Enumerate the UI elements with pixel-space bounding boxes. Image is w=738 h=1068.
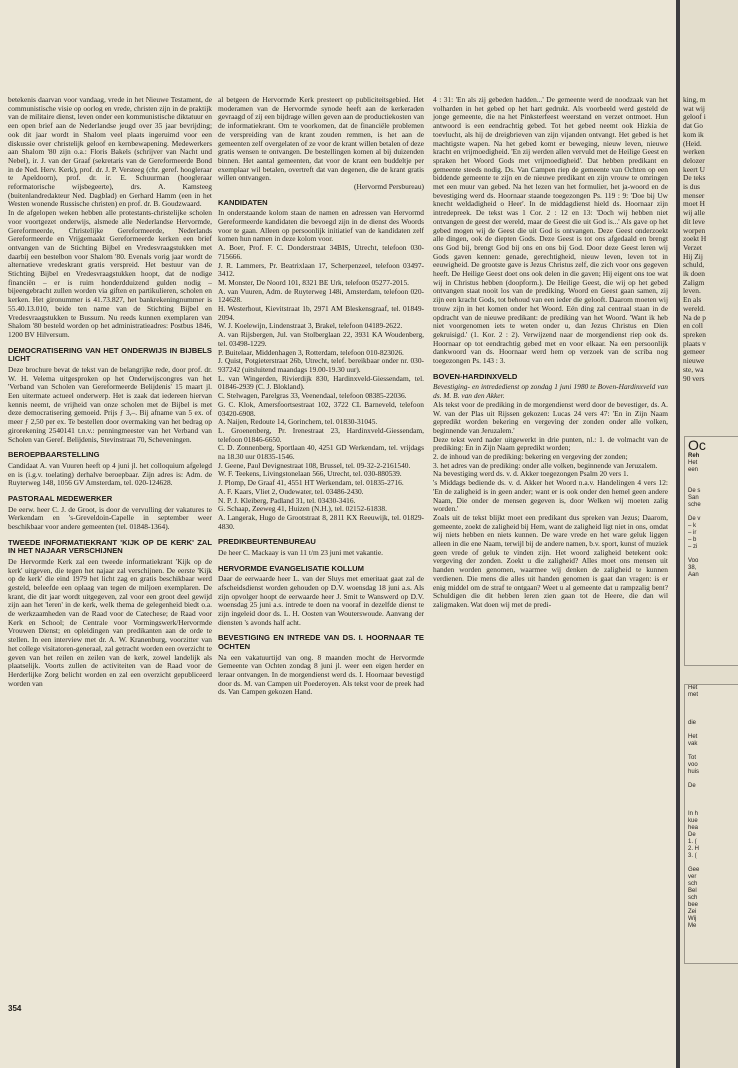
paragraph: Na bevestiging werd ds. v. d. Akker toegezongen Psalm 20 vers 1. <box>433 469 629 479</box>
next-page-line: dit leve <box>683 216 705 226</box>
next-page-line: delozer <box>683 155 705 165</box>
box-line <box>685 790 738 797</box>
box-line: – b <box>688 537 697 543</box>
box-line: Gee <box>688 867 700 873</box>
box-line: 38, <box>688 565 697 571</box>
next-page-line: zoekt H <box>683 234 707 244</box>
next-page-box-top <box>684 436 738 666</box>
next-page-line: geloof i <box>683 112 706 122</box>
box-line: huis <box>688 769 700 775</box>
box-line: De v <box>688 516 701 522</box>
box-line: met <box>688 692 699 698</box>
next-page-line: En als <box>683 295 702 305</box>
box-line <box>685 551 738 558</box>
section-heading: HERVORMDE EVANGELISATIE KOLLUM <box>218 563 364 573</box>
paragraph: 4 : 31: 'En als zij gebeden hadden...' De gemeente werd de noodzaak van het volharden in het gebed op het hart gedrukt. Als voorbeeld werd gesteld de jonge gemeente, die na het Pinksterfeest weerstand en verzet ontmoet. Hun antwoord is een eendrachtig gebed. Tot het gebed neemt ook Hizkia de toevlucht, als hij de dreigbrieven van zijn vijanden ontvangt. Het gebed is het machtigste wapen. Na het gebed komt er beweging, nieuw leven, nieuwe kracht en vrijmoedigheid. 'En zij werden allen vervuld met de Heilige Geest en spraken het Woord Gods met vrijmoedigheid'. Dat hebben predikant en gemeente steeds nodig. Ds. Van Campen riep de gemeente van Ochten op een biddende gemeente te zijn en de nieuwe predikant en zijn vrouw te omringen met een muur van gebed. Na het lezen van het formulier, het ja-woord en de bevestiging werd ds. Hoornaar staande toegezongen Ps. 119 : 9: 'Doe bij Uw knecht weldadigheid o Heer'. In de middagdienst hield ds. Hoornaar zijn intredepreek. De tekst was 1 Cor. 2 : 12 en 13: 'Doch wij hebben niet ontvangen de geest der wereld, maar de Geest die uit God is...' Als gave op het gebed mogen wij de Geest die uit God is ontvangen. Deze Geest onderzoekt alle dingen, ook de diepten Gods. Deze Geest is tot ons afgedaald en brengt ons God bij, brengt God bij ons en ons bij God. Door deze Geest leren wij Gods gaven kennen: genade, gerechtigheid, nieuw leven, leven tot in eeuwigheid. De grootste gave is Jezus Christus zelf, die zich voor ons gegeven heeft. De Heilige Geest doet ons ook delen in die gaven; Hij eigent ons toe wat wij in Christus hebben (doopform.). De Heilige Geest, die wij op het gebed ontvangen staat nooit los van de prediking. Woord en Geest gaan samen, zij zijn een kracht Gods, tot behoud van een ieder die gelooft. Daarom moeten wij trouw zijn in het komen onder het Woord. Eén ding zal centraal staan in de opdracht van de nieuwe predikant: de prediking van het Woord. 'Want ik heb niet voorgenomen iets te weten onder u, dan Jezus Christus en Dien gekruisigd.' (1. Kor. 2 : 2). Verwijzend naar de morgendienst riep ook ds. Hoornaar op tot eendrachtig gebed met en voor elkaar. Na een persoonlijk dankwoord van ds. Hoornaar werd hem op verzoek van de scriba nog toegezongen Ps. 143 : 3. <box>433 95 668 366</box>
next-page-line: en coll <box>683 321 703 331</box>
box-line <box>685 776 738 783</box>
paragraph: G. C. Klok, Amersfoortsestraat 102, 3722 CL Barneveld, telefoon 03420-6908. <box>218 399 424 418</box>
box-line <box>685 727 738 734</box>
box-line <box>685 699 738 706</box>
box-line: Het <box>688 685 698 691</box>
section-heading: BEROEPBAARSTELLING <box>8 450 100 460</box>
paragraph: Zoals uit de tekst blijkt moet een predikant dus spreken van Jezus; Daarom, gemeente, zoekt de zaligheid bij Hem, want de zaligheid ligt niet in ons, omdat wij niets hebben en niets kunnen. De ware vrede en het ware geluk liggen alleen in die ene Naam, terwijl bij de andere namen, b.v. sport, kunst of muziek geen vrede of geluk te vinden zijn. Het woord zaligheid betekent ook: vergeving der zonden. Zoekt u die zaligheid? Alles moet ons mensen uit handen worden genomen, waarmee wij denken de zaligheid te kunnen verdienen. Die mens die alles uit handen genomen is gaat dan vragen: is er enig middel om de straf te ontgaan? Weet u al gemeente dat u rampzalig bent? Schuldigen die dit hebben leren zien gaan tot de Heere, die dan wil zaligmaken. Wat doen wij met de predi- <box>433 512 668 609</box>
box-line: een <box>688 467 699 473</box>
paragraph: De eerw. heer C. J. de Groot, is door de vervulling der vakatures te Werkendam en 's-Greveldoin-Capelle in september weer beschikbaar voor andere gemeenten (tel. 01848-1364). <box>8 504 212 531</box>
next-page-line: nieuwe <box>683 356 705 366</box>
paragraph: C. Stelwagen, Parelgras 33, Veenendaal, telefoon 08385-22036. <box>218 391 407 401</box>
paragraph: P. Buitelaar, Middenhagen 3, Rotterdam, telefoon 010-823026. <box>218 347 404 357</box>
box-line: – ir <box>688 530 697 536</box>
box-line <box>685 481 738 488</box>
paragraph: In de afgelopen weken hebben alle protestants-christelijke scholen voor voortgezet onderwijs, alsmede alle Nederlandse Hervormde, Gereformeerde, Christelijke Gereformeerde, Nederlands Gereformeerde en Vrijgemaakt Gereformeerde kerken een brief ontvangen van de Stichting Bijbel en Vredesvraagstukken met daarbij een bestelbon voor Shalom '80. Evenals vorig jaar wordt de alternatieve vredeskrant gratis verspreid. Het bestuur van de Stichting Bijbel en Vredesvraagstukken hoopt, dat de nodige financiën – er is ruim honderdduizend gulden nodig – bijeengebracht zullen worden via giften en partikulieren, scholen en kerken. Het gironummer is 41.73.827, het bankrekeningnummer is 55.40.13.010, beide ten name van de Stichting Bijbel en Vredesvraagstukken te Bussum. Nu reeds kunnen exemplaren van Shalom '80 besteld worden op het administratieadres: Postbus 1846, 1200 BV Hilversum. <box>8 208 212 339</box>
box-line: De <box>688 832 696 838</box>
paragraph: M. Monster, De Noord 101, 8321 BE Urk, telefoon 05277-2015. <box>218 277 410 287</box>
next-page-line: menser <box>683 190 705 200</box>
paragraph: al betgeen de Hervormde Kerk presteert op publiciteitsgebied. Het moderamen van de Hervormde synode heeft aan de kerkeraden gevraagd of zij een bijdrage willen geven aan de productiekosten van de informatiekrant. Om te voorkomen, dat de financiële problemen de verspreiding van de krant zouden remmen, is het aan de gemeenten zelf overgelaten of ze voor de krant willen betalen of deze gratis wensen te ontvangen. De bestellingen komen al bij duizenden binnen. Het aantal gemeenten, dat voor de krant een buddeltje per exemplaar wil betalen, overtreft dat van degenen, die de krant gratis willen ontvangen. <box>218 95 424 183</box>
section-heading: PREDIKBEURTENBUREAU <box>218 537 316 547</box>
byline: (Hervormd Persbureau) <box>354 182 424 192</box>
next-page-line: ik doen <box>683 269 705 279</box>
box-line: – k <box>688 523 697 529</box>
paragraph: W. J. Koelewijn, Lindenstraat 3, Brakel, telefoon 04189-2622. <box>218 321 403 331</box>
box-line: hea <box>688 825 699 831</box>
next-page-line: moet H <box>683 199 705 209</box>
box-title: Oc <box>688 437 706 453</box>
article-intro: Bevestiging- en intrededienst op zondag 1 juni 1980 te Boven-Hardinxveld van ds. M. B. van den Akker. <box>433 382 668 401</box>
next-page-line: keert U <box>683 164 705 174</box>
box-line: In h <box>688 811 699 817</box>
box-line: Het <box>688 460 698 466</box>
box-line: Aan <box>688 572 699 578</box>
paragraph: 2. de inhoud van de prediking: bekering en vergeving der zonden; <box>433 452 628 462</box>
next-page-line: schuld, <box>683 260 705 270</box>
next-page-box-bottom <box>684 684 738 964</box>
column-middle <box>218 96 424 697</box>
paragraph: J. R. Lammers, Pr. Beatrixlaan 17, Scherpenzeel, telefoon 03497-3412. <box>218 260 424 279</box>
box-line: die <box>688 720 697 726</box>
box-line <box>685 509 738 516</box>
box-line: kue <box>688 818 698 824</box>
section-heading: TWEEDE INFORMATIEKRANT 'KIJK OP DE KERK' ZAL IN HET NAJAAR VERSCHIJNEN <box>8 537 212 556</box>
paragraph: H. Westerhout, Kievitstraat 1b, 2971 AM Bleskensgraaf, tel. 01849-2094. <box>218 304 424 322</box>
column-right <box>433 96 668 610</box>
paragraph: L. van Wingerden, Rivierdijk 830, Hardinxveld-Giessendam, tel. 01846-2939 (C. J. Blokland). <box>218 373 424 392</box>
paragraph: A. Boer, Prof. F. C. Donderstraat 34BIS, Utrecht, telefoon 030-715666. <box>218 243 424 261</box>
next-page-line: leven. <box>683 286 701 296</box>
box-line: sch <box>688 881 698 887</box>
next-page-line: wereld. <box>683 303 705 313</box>
box-line <box>685 474 738 481</box>
paragraph: De heer C. Mackaay is van 11 t/m 23 juni met vakantie. <box>218 547 383 557</box>
paragraph: A. van Rijsbergen, Jul. van Stolberglaan 22, 3931 KA Woudenberg, tel. 03498-1229. <box>218 330 424 348</box>
paragraph: A. F. Kaars, Vliet 2, Oudewater, tel. 03486-2430. <box>218 486 364 496</box>
paragraph: C. D. Zonnenberg, Sportlaan 40, 4251 GD Werkendam, tel. vrijdags na 18.30 uur 01835-1546. <box>218 443 424 462</box>
box-line: 3. ( <box>688 853 697 859</box>
next-page-line: Verzet <box>683 242 702 252</box>
section-heading: KANDIDATEN <box>218 197 268 207</box>
paragraph: A. van Vuuren, Adm. de Ruyterweg 148i, Amsterdam, telefoon 020-124628. <box>218 286 424 305</box>
paragraph: Candidaat A. van Vuuren heeft op 4 juni jl. het colloquium afgelegd en is (i.g.v. toelating) derhalve beroepbaar. Zijn adres is: Adm. de Ruyterweg 148, 1056 GV Amsterdam, tel. 020-124628. <box>8 460 212 488</box>
paragraph: J. Geene, Paul Devignestraat 108, Brussel, tel. 09-32-2-2161540. <box>218 460 411 470</box>
next-page-line: 90 vers <box>683 373 705 383</box>
paragraph: betekenis daarvan voor vandaag, vrede in het Nieuwe Testament, de communistische visie op oorlog en vrede, christen zijn in de praktijk van de militaire dienst, leven onder een kommunistische diktatuur en een open brief aan de Nederlandse jeugd over 35 jaar bevrijding; ook dit jaar wordt in Shalom veel plaats ingeruimd voor een diskussie over christelijk geloof en kernbewapening. Medewerkers aan Shalom '80 zijn o.a.: Floris Bakels (schrijver van Nacht und Nebel), ir. J. van der Graaf (sekretaris van de Gereformeerde Bond in de Ned. Herv. Kerk), prof. dr. J. P. Versteeg (chr. geref. hoogleraar te Apeldoorn), prof. dr. ir. E. Schuurman (hoogleraar reformatorische wijsbegeerte), drs. A. Kamsteeg (buitenlandredakteur Ned. Dagblad) en Gerhard Hamm (een in het Westen wonende Russische christen) en prof. dr. B. Goudzwaard. <box>8 95 213 209</box>
paragraph: A. Langerak, Hugo de Grootstraat 8, 2811 KX Reeuwijk, tel. 01829-4830. <box>218 512 424 531</box>
box-line: Tot <box>688 755 697 761</box>
paragraph: In onderstaande kolom staan de namen en adressen van Hervormd Gereformeerde kandidaten die bevoegd zijn in de dienst des Woords voor te gaan. Alleen op persoonlijk initiatief van de kandidaten zelf komen hun namen in deze kolom voor. <box>218 208 424 244</box>
box-line: bee <box>688 902 699 908</box>
box-line: sch <box>688 895 698 901</box>
page-number: 354 <box>8 1004 22 1013</box>
next-page-line: De teks <box>683 173 706 183</box>
next-page-line: is dus <box>683 182 701 192</box>
next-page-line: wij alle <box>683 208 705 218</box>
next-page-line: Na de p <box>683 312 706 322</box>
box-line: Wij <box>688 916 697 922</box>
next-page-line: Zaligm <box>683 277 705 287</box>
next-page-line: gemeer <box>683 347 705 357</box>
paragraph: G. Schaap, Zeeweg 41, Huizen (N.H.), tel. 02152-61838. <box>218 504 387 514</box>
box-line <box>685 860 738 867</box>
box-line: sche <box>688 502 701 508</box>
section-heading: DEMOCRATISERING VAN HET ONDERWIJS IN BIJBELS LICHT <box>8 345 212 364</box>
next-page-edge <box>680 0 738 1068</box>
box-line <box>685 713 738 720</box>
box-line: – zi <box>688 544 698 550</box>
box-line: San <box>688 495 699 501</box>
column-left <box>8 96 212 688</box>
next-page-line: king, m <box>683 95 706 104</box>
next-page-line: worpen <box>683 225 706 235</box>
next-page-line: plaats v <box>683 338 706 348</box>
next-page-line: spreken <box>683 329 706 339</box>
paragraph: W. F. Teekens, Livingstonelaan 566, Utrecht, tel. 030-880539. <box>218 469 402 479</box>
next-page-line: Hij Zij <box>683 251 703 261</box>
section-heading: BOVEN-HARDINXVELD <box>433 371 518 381</box>
box-line <box>685 748 738 755</box>
paragraph: N. P. J. Kleiberg, Padland 31, tel. 03430-3416. <box>218 495 356 505</box>
paragraph: A. Naijen, Redoute 14, Gorinchem, tel. 01830-31045. <box>218 417 378 427</box>
next-page-line: (Heid. <box>683 138 702 148</box>
next-page-line: ste, wa <box>683 364 704 374</box>
box-line: voo <box>688 762 698 768</box>
paragraph: Daar de eerwaarde heer L. van der Sluys met emeritaat gaat zal de afscheidsdienst worden gehouden op D.V. woensdag 18 juni a.s. Als zijn opvolger hoopt de eerwaarde heer J. Smit te Wanswerd op D.V. woensdag 25 juni a.s. intrede te doen na vooraf in dezelfde dienst te zijn ingeleid door ds. L. H. Oosten van Wouterswoude. Aanvang der diensten 's avonds half acht. <box>218 574 424 627</box>
next-page-line: dat Go <box>683 121 703 131</box>
paragraph: Na een vakatuurtijd van ong. 8 maanden mocht de Hervormde Gemeente van Ochten zondag 8 juni jl. weer een eigen herder en leraar ontvangen. In de morgendienst werd ds. I. Hoornaar bevestigd door ds. M. van Campen uit Poederoyen. Als tekst voor de preek had ds. Van Campen gekozen Hand. <box>218 652 424 697</box>
next-page-line: wat wij <box>683 103 705 113</box>
section-heading: PASTORAAL MEDEWERKER <box>8 493 113 503</box>
box-line: ver <box>688 874 697 880</box>
box-line <box>685 797 738 804</box>
box-line <box>685 706 738 713</box>
paragraph: De Hervormde Kerk zal een tweede informatiekrant 'Kijk op de kerk' uitgeven, die tegen het najaar zal verschijnen. De eerste 'Kijk op de kerk' die eind 1979 het licht zag en gratis beschikbaar werd gesteld, beleefde een oplaag van tegen de miljoen exemplaren. De krant, die dit jaar wordt uitgegeven, zal voor een groot deel gewijd zijn aan het 'leren' in de kerk, welk thema de gelegenheid biedt o.a. de werkzaamheden van de Raad voor de Catechese; de Raad voor Kerk en School; de Centrale voor Vormingswerk/Hervormde Vrouwen Dienst; en opleidingen van predikanten aan de orde te stellen. In een interview met dr. A. W. Kranenburg, voorzitter van het college visitatoren-generaal, zal getracht worden een overzicht te geven van het reilen en zeilen van de kerk, zowel landelijk als plaatselijk. Voorts zullen de activiteiten van de Raad voor de Herderlijke Zorg belicht worden en zal een overzicht gepubliceerd worden van <box>8 556 212 688</box>
paragraph: Deze tekst werd nader uitgewerkt in drie punten, nl.: 1. de volmacht van de prediking: En in Zijn Naam gepredikt worden; <box>433 434 668 453</box>
next-page-line: kom ik <box>683 129 704 139</box>
next-page-text <box>683 96 738 383</box>
box-line: Het <box>688 734 698 740</box>
paragraph: Als tekst voor de prediking in de morgendienst werd door de bevestiger, ds. A. W. van der Plas uit Rijssen gekozen: Lucas 24 vers 47: 'En in Zijn Naam gepredikt worden bekering en vergeving der zonden onder alle volken, beginnende van Jeruzalem.' <box>433 399 668 435</box>
box-line: Zei <box>688 909 697 915</box>
paragraph: 's Middags bediende ds. v. d. Akker het Woord n.a.v. Handelingen 4 vers 12: 'En de zaligheid is in geen ander; want er is ook onder den hemel geen andere Naam, Die onder de mensen gegeven is, door Welken wij moeten zalig worden.' <box>433 478 668 514</box>
paragraph: Deze brochure bevat de tekst van de belangrijke rede, door prof. dr. W. H. Velema uitgesproken op het Onderwijscongres van het 'Verband van Scholen van Gereformeerde Belijdenis' 15 maart jl. Een uitermate actueel onderwerp. Het is zaak dat iedereen hiervan kennis neemt, de vrijheid van onze scholen met de Bijbel is met deze democratisering gemoeid. Prijs ƒ 3,–. Bij afname van 5 ex. of meer ƒ 2,50 per ex. Te bestellen door overmaking van het bedrag op girorekening 2540141 t.n.v.: penningmeester van het Verband van Scholen van Geref. Belijdenis, Stevinstraat 70, Scheveningen. <box>8 364 212 444</box>
box-line: vak <box>688 741 698 747</box>
box-subtitle: Reh <box>688 453 700 459</box>
box-line: De <box>688 783 696 789</box>
paragraph: J. Plomp, De Graaf 41, 4551 HT Werkendam, tel. 01835-2716. <box>218 478 404 488</box>
box-line: Me <box>688 923 697 929</box>
paragraph: J. Quist, Potgieterstraat 26b, Utrecht, telef. bereikbaar onder nr. 030-937242 (uitsluitend maandags 19.00-19.30 uur). <box>218 356 424 374</box>
box-line: De s <box>688 488 701 494</box>
box-line <box>685 804 738 811</box>
box-line: 1. ( <box>688 839 697 845</box>
paragraph: L. Groenenberg, Pr. Irenestraat 23, Hardinxveld-Giessendam, telefoon 01846-6650. <box>218 425 424 444</box>
next-page-line: werken <box>683 147 705 157</box>
paragraph: 3. het adres van de prediking: onder alle volken, beginnende van Jeruzalem. <box>433 460 658 470</box>
box-line: Voo <box>688 558 699 564</box>
box-line: 2. H <box>688 846 700 852</box>
box-line: Bel <box>688 888 697 894</box>
section-heading: BEVESTIGING EN INTREDE VAN DS. I. HOORNAAR TE OCHTEN <box>218 633 424 652</box>
